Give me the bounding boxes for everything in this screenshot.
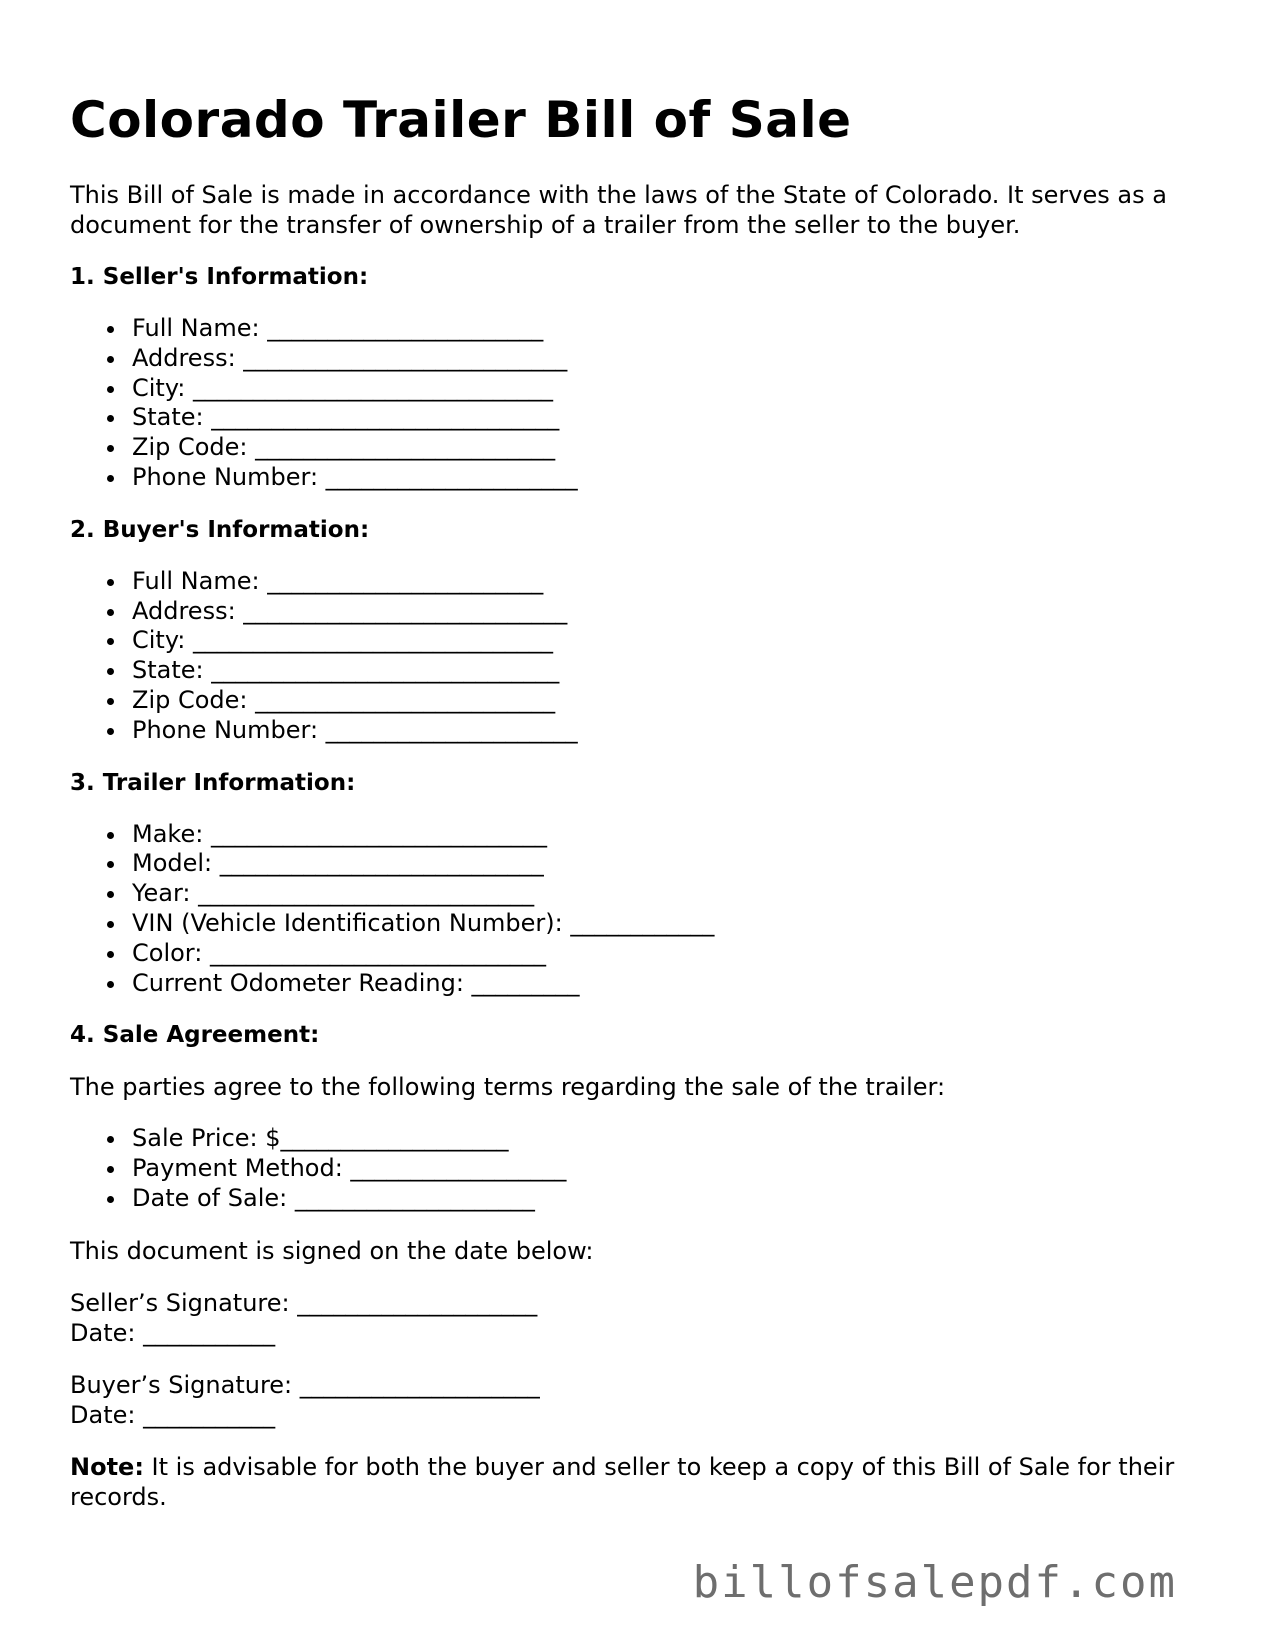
buyer-city-field[interactable]: City: ______________________________: [132, 626, 1200, 656]
bill-of-sale-document: [70, 80, 1200, 1512]
buyer-zip-code-field[interactable]: Zip Code: _________________________: [132, 686, 1200, 716]
trailer-model-field[interactable]: Model: ___________________________: [132, 849, 1200, 879]
trailer-year-field[interactable]: Year: ____________________________: [132, 879, 1200, 909]
trailer-color-field[interactable]: Color: ____________________________: [132, 939, 1200, 969]
buyer-fields-list: [70, 567, 1200, 746]
seller-state-field[interactable]: State: _____________________________: [132, 403, 1200, 433]
sale-section-heading: 4. Sale Agreement:: [70, 1022, 320, 1049]
seller-signature-block: [70, 1288, 1200, 1348]
trailer-fields-list: [70, 820, 1200, 999]
buyer-state-field[interactable]: State: _____________________________: [132, 656, 1200, 686]
document-title: Colorado Trailer Bill of Sale: [70, 91, 852, 149]
buyer-address-field[interactable]: Address: ___________________________: [132, 597, 1200, 627]
payment-method-field[interactable]: Payment Method: __________________: [132, 1154, 1200, 1184]
trailer-make-field[interactable]: Make: ____________________________: [132, 820, 1200, 850]
seller-city-field[interactable]: City: ______________________________: [132, 374, 1200, 404]
seller-fields-list: [70, 314, 1200, 493]
buyer-phone-number-field[interactable]: Phone Number: _____________________: [132, 716, 1200, 746]
seller-signature-field[interactable]: Seller’s Signature: ____________________: [70, 1288, 538, 1317]
note-label: Note:: [70, 1452, 144, 1481]
trailer-odometer-field[interactable]: Current Odometer Reading: _________: [132, 969, 1200, 999]
note-text: It is advisable for both the buyer and seller to keep a copy of this Bill of Sale for their records.: [70, 1452, 1175, 1511]
seller-phone-number-field[interactable]: Phone Number: _____________________: [132, 463, 1200, 493]
buyer-signature-block: [70, 1370, 1200, 1430]
trailer-section-heading: 3. Trailer Information:: [70, 769, 356, 796]
seller-address-field[interactable]: Address: ___________________________: [132, 344, 1200, 374]
sale-fields-list: [70, 1124, 1200, 1213]
intro-paragraph: This Bill of Sale is made in accordance with the laws of the State of Colorado. It serves as a document for the transfer of ownership of a trailer from the seller to the buyer.: [70, 181, 1167, 239]
seller-section-heading: 1. Seller's Information:: [70, 264, 369, 290]
date-of-sale-field[interactable]: Date of Sale: ____________________: [132, 1184, 1200, 1214]
seller-zip-code-field[interactable]: Zip Code: _________________________: [132, 433, 1200, 463]
seller-full-name-field[interactable]: Full Name: _______________________: [132, 314, 1200, 344]
buyer-full-name-field[interactable]: Full Name: _______________________: [132, 567, 1200, 597]
trailer-vin-field[interactable]: VIN (Vehicle Identification Number): ____________: [132, 909, 1200, 939]
buyer-signature-field[interactable]: Buyer’s Signature: ____________________: [70, 1370, 540, 1399]
note-paragraph: [70, 1452, 1200, 1512]
sale-price-field[interactable]: Sale Price: $___________________: [132, 1124, 1200, 1154]
sale-intro-paragraph: The parties agree to the following terms regarding the sale of the trailer:: [70, 1073, 946, 1102]
buyer-section-heading: 2. Buyer's Information:: [70, 516, 370, 543]
buyer-signature-date-field[interactable]: Date: ___________: [70, 1400, 276, 1429]
watermark-logo: billofsalepdf.com: [692, 1557, 1177, 1608]
seller-signature-date-field[interactable]: Date: ___________: [70, 1318, 276, 1347]
signed-statement: This document is signed on the date below:: [70, 1236, 594, 1265]
